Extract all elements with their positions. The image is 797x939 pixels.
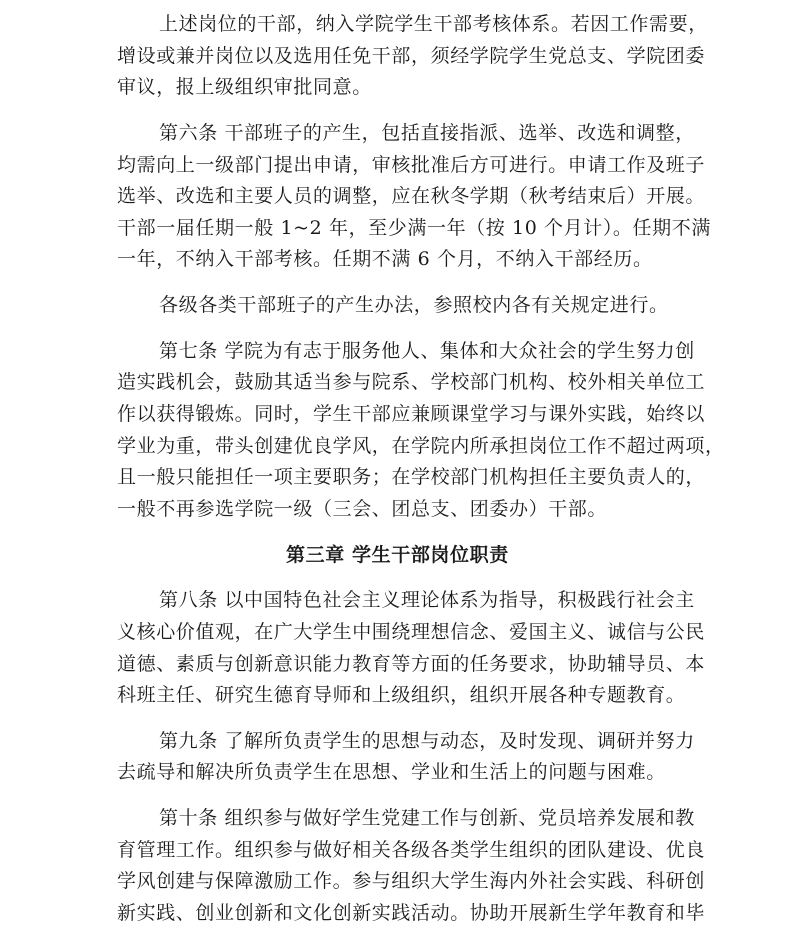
text-line: 新实践、创业创新和文化创新实践活动。协助开展新生学年教育和毕 — [117, 902, 706, 924]
text-line: 义核心价值观，在广大学生中围绕理想信念、爱国主义、诚信与公民 — [117, 621, 706, 643]
text-line: 科班主任、研究生德育导师和上级组织，组织开展各种专题教育。 — [117, 684, 686, 706]
text-line: 审议，报上级组织审批同意。 — [117, 76, 372, 98]
text-line: 学业为重，带头创建优良学风，在学院内所承担岗位工作不超过两项， — [117, 435, 725, 457]
text-line: 第六条 干部班子的产生，包括直接指派、选举、改选和调整， — [159, 122, 695, 144]
text-line: 均需向上一级部门提出申请，审核批准后方可进行。申请工作及班子 — [117, 154, 706, 176]
text-line: 各级各类干部班子的产生办法，参照校内各有关规定进行。 — [159, 294, 669, 316]
text-line: 第八条 以中国特色社会主义理论体系为指导，积极践行社会主 — [159, 589, 695, 611]
text-line: 增设或兼并岗位以及选用任免干部，须经学院学生党总支、学院团委 — [117, 45, 706, 67]
text-line: 干部一届任期一般 1~2 年，至少满一年（按 10 个月计）。任期不满 — [117, 217, 711, 239]
text-line: 一般不再参选学院一级（三会、团总支、团委办）干部。 — [117, 498, 608, 520]
text-line: 选举、改选和主要人员的调整，应在秋冬学期（秋考结束后）开展。 — [117, 185, 706, 207]
text-line: 第十条 组织参与做好学生党建工作与创新、党员培养发展和教 — [159, 807, 695, 829]
text-line: 造实践机会，鼓励其适当参与院系、学校部门机构、校外相关单位工 — [117, 371, 706, 393]
text-line: 一年，不纳入干部考核。任期不满 6 个月，不纳入干部经历。 — [117, 248, 653, 270]
text-line: 育管理工作。组织参与做好相关各级各类学生组织的团队建设、优良 — [117, 839, 706, 861]
text-line: 作以获得锻炼。同时，学生干部应兼顾课堂学习与课外实践，始终以 — [117, 403, 706, 425]
text-line: 学风创建与保障激励工作。参与组织大学生海内外社会实践、科研创 — [117, 870, 706, 892]
text-line: 且一般只能担任一项主要职务；在学校部门机构担任主要负责人的， — [117, 466, 706, 488]
text-line: 上述岗位的干部，纳入学院学生干部考核体系。若因工作需要， — [159, 13, 708, 35]
chapter-heading: 第三章 学生干部岗位职责 — [286, 544, 509, 566]
text-line: 第七条 学院为有志于服务他人、集体和大众社会的学生努力创 — [159, 340, 695, 362]
text-line: 道德、素质与创新意识能力教育等方面的任务要求，协助辅导员、本 — [117, 653, 706, 675]
text-line: 去疏导和解决所负责学生在思想、学业和生活上的问题与困难。 — [117, 761, 666, 783]
text-line: 第九条 了解所负责学生的思想与动态，及时发现、调研并努力 — [159, 730, 695, 752]
